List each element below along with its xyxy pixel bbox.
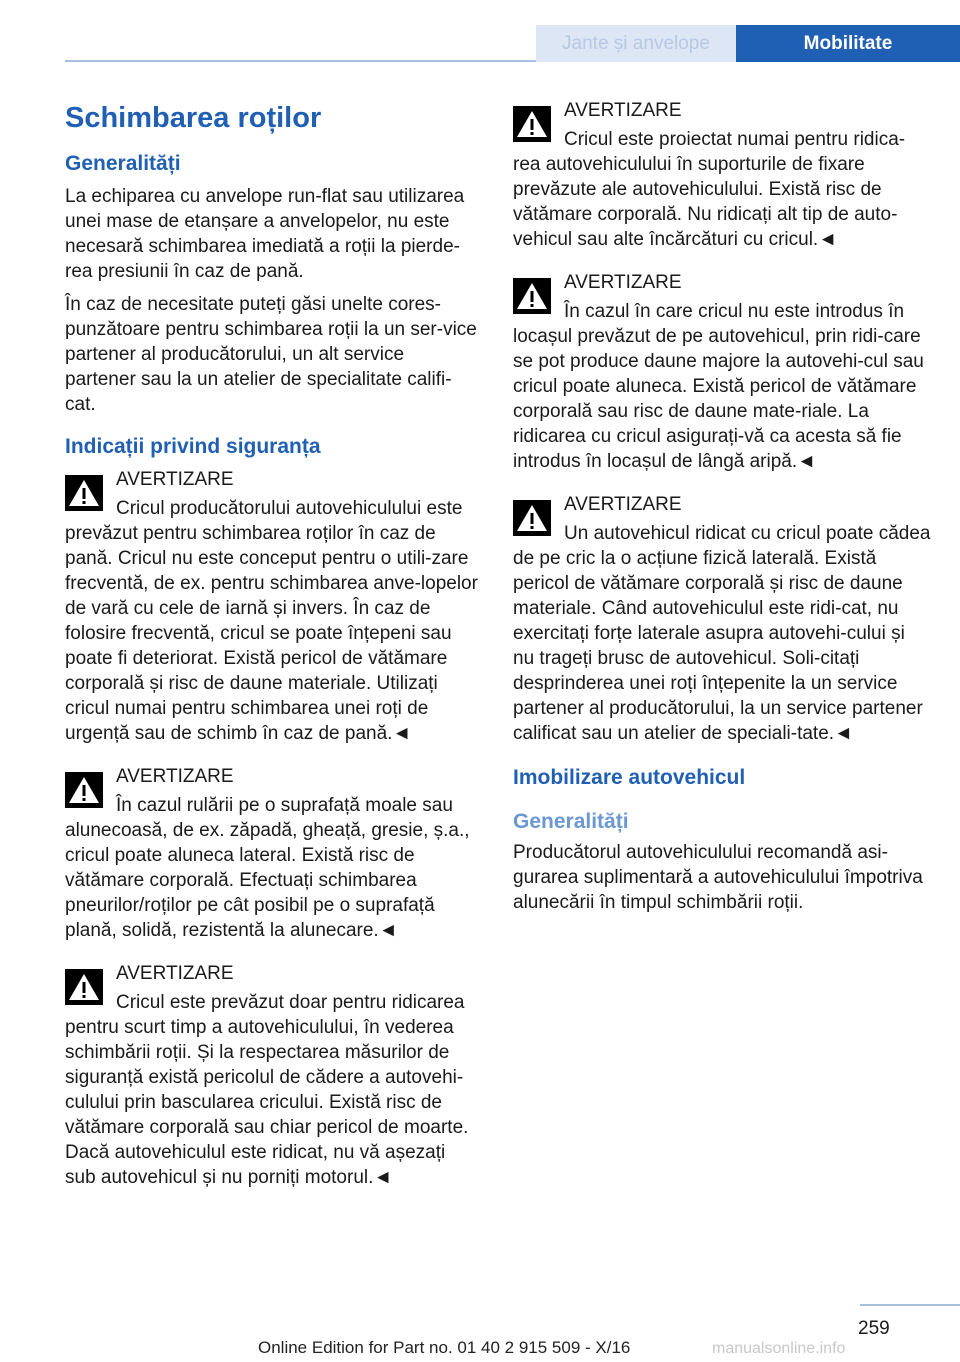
warning-block: [513, 98, 931, 252]
warning-triangle-icon: [513, 278, 551, 314]
page-title: Schimbarea roților: [65, 102, 322, 134]
general-heading: Generalități: [65, 152, 181, 175]
warning-block: [513, 270, 931, 474]
warning-text: Cricul este proiectat numai pentru ridica-rea autovehiculului în suporturile de fixare prevăzute ale autovehiculului. Există risc de vătămare corporală. Nu ridicați alt tip de auto-vehicul sau alte încărcături cu cricul.◄: [513, 129, 906, 250]
warning-triangle-icon: [65, 969, 103, 1005]
immobilize-heading: Imobilizare autovehicul: [513, 766, 746, 789]
safety-heading: Indicații privind siguranța: [65, 435, 321, 458]
warning-triangle-icon: [513, 500, 551, 536]
header-section-tab[interactable]: Jante și anvelope: [536, 25, 736, 62]
warning-block: [65, 961, 480, 1190]
warning-text: Un autovehicul ridicat cu cricul poate cădea de pe cric la o acțiune fizică laterală. Există pericol de vătămare corporală și risc de daune materiale. Când autovehiculul este ridi-cat, nu exercitați forțe laterale asupra autovehi-cului și nu trageți brusc de autovehicul. Soli-citați desprinderea unei roți înțepenite la un service partener al producătorului, la un service partener calificat sau un atelier de speciali-tate.◄: [513, 523, 931, 744]
warning-block: [65, 764, 480, 943]
immobilize-paragraph: Producătorul autovehiculului recomandă asi-gurarea suplimentară a autovehiculului împotriva alunecării în timpul schimbării roții.: [513, 842, 923, 913]
header-chapter-tab[interactable]: Mobilitate: [736, 25, 960, 62]
general-paragraph-1: La echiparea cu anvelope run-flat sau utilizarea unei mase de etanșare a anvelopelor, nu este necesară schimbarea imediată a roții la pierde-rea presiunii în caz de pană.: [65, 186, 465, 282]
right-column: [513, 98, 931, 923]
general-paragraph-2: În caz de necesitate puteți găsi unelte cores-punzătoare pentru schimbarea roții la un ser-vice partener al producătorului, un alt service partener sau la un atelier de specialitate califi-cat.: [65, 294, 477, 415]
warning-text: Cricul este prevăzut doar pentru ridicarea pentru scurt timp a autovehiculului, în vederea schimbării roții. Și la respectarea măsurilor de siguranță există pericolul de cădere a autovehi-culului prin bascularea cricului. Există risc de vătămare corporală sau chiar pericol de moarte. Dacă autovehiculul este ridicat, nu vă așezați sub autovehicul și nu porniți motorul.◄: [65, 992, 469, 1188]
page-number-rule: [860, 1304, 960, 1306]
left-column: [65, 98, 480, 1208]
warning-triangle-icon: [65, 475, 103, 511]
warning-text: În cazul rulării pe o suprafață moale sau alunecoasă, de ex. zăpadă, gheață, gresie, ș.a., cricul poate aluneca lateral. Există risc de vătămare corporală. Efectuați schimbarea pneurilor/roților pe cât posibil pe o suprafață plană, solidă, rezistentă la alunecare.◄: [65, 795, 470, 941]
page-number: 259: [858, 1318, 890, 1339]
warning-title: AVERTIZARE: [116, 963, 234, 984]
warning-title: AVERTIZARE: [116, 469, 234, 490]
immobilize-subheading: Generalități: [513, 810, 629, 833]
warning-title: AVERTIZARE: [116, 766, 234, 787]
warning-triangle-icon: [65, 772, 103, 808]
watermark: manualsonline.info: [712, 1340, 846, 1357]
warning-block: [65, 467, 480, 746]
warning-title: AVERTIZARE: [564, 100, 682, 121]
warning-title: AVERTIZARE: [564, 272, 682, 293]
footer-edition: Online Edition for Part no. 01 40 2 915 509 - X/16: [258, 1338, 631, 1357]
warning-block: [513, 492, 931, 746]
warning-text: În cazul în care cricul nu este introdus în locașul prevăzut de pe autovehicul, prin ridi-care se pot produce daune majore la autovehi-cul sau cricul poate aluneca. Există pericol de vătămare corporală sau risc de daune mate-riale. La ridicarea cu cricul asigurați-vă ca acesta să fie introdus în locașul de lângă aripă.◄: [513, 301, 924, 472]
warning-triangle-icon: [513, 106, 551, 142]
warning-text: Cricul producătorului autovehiculului este prevăzut pentru schimbarea roților în caz de pană. Cricul nu este conceput pentru o utili-zare frecventă, de ex. pentru schimbarea anve-lopelor de vară cu cele de iarnă și invers. În caz de folosire frecventă, cricul se poate înțepeni sau poate fi deteriorat. Există pericol de vătămare corporală și risc de daune materiale. Utilizați cricul numai pentru schimbarea unei roți de urgență sau de schimb în caz de pană.◄: [65, 498, 478, 744]
warning-title: AVERTIZARE: [564, 494, 682, 515]
